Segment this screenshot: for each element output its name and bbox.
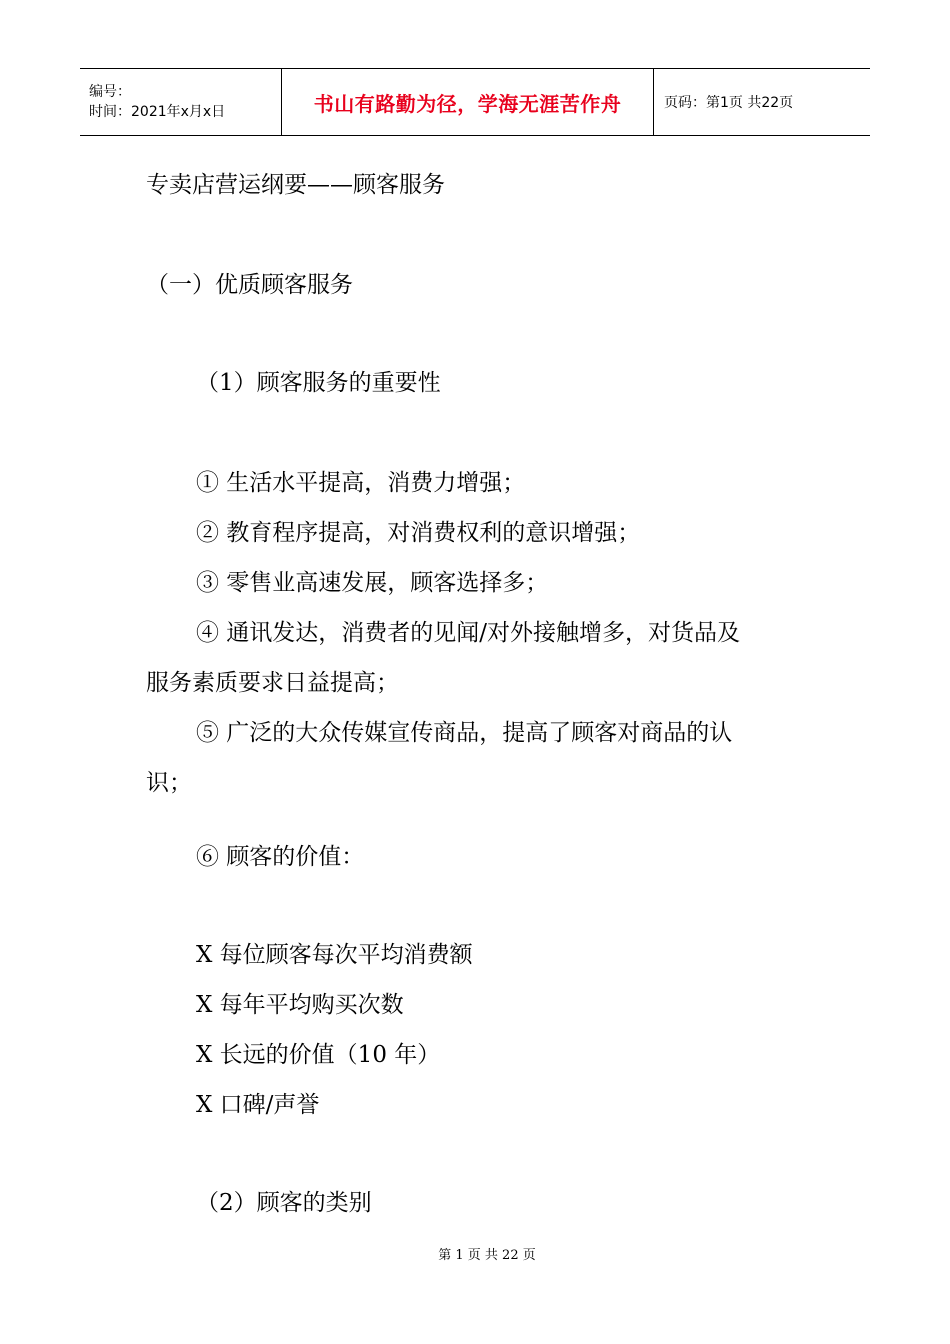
date-label: 时间：2021年x月x日 [89, 104, 226, 120]
number-label: 编号： [89, 84, 131, 100]
subsection-heading-1: （1）顾客服务的重要性 [196, 370, 441, 396]
list-item-5-line-1: ⑤ 广泛的大众传媒宣传商品，提高了顾客对商品的认 [196, 720, 733, 746]
list-item-6: ⑥ 顾客的价值： [196, 844, 365, 870]
list-item-1: ① 生活水平提高，消费力增强； [196, 470, 526, 496]
section-heading-1: （一）优质顾客服务 [146, 272, 353, 298]
footer-page-number: 第 1 页 共 22 页 [438, 1248, 536, 1263]
header-motto-cell [282, 69, 654, 135]
list-item-5-line-2: 识； [146, 770, 192, 796]
page-header [80, 68, 870, 136]
subsection-heading-2: （2）顾客的类别 [196, 1190, 372, 1216]
header-motto: 书山有路勤为径，学海无涯苦作舟 [313, 91, 622, 116]
list-item-4-line-1: ④ 通讯发达，消费者的见闻/对外接触增多，对货品及 [196, 620, 741, 646]
document-title: 专卖店营运纲要——顾客服务 [146, 172, 445, 198]
list-item-3: ③ 零售业高速发展，顾客选择多； [196, 570, 549, 596]
value-item-3: X 长远的价值（10 年） [196, 1042, 441, 1068]
page-footer [0, 1244, 950, 1263]
list-item-2: ② 教育程序提高，对消费权利的意识增强； [196, 520, 641, 546]
value-item-4: X 口碑/声誉 [196, 1092, 320, 1118]
page-info-text: 页码：第1页 共22页 [664, 95, 794, 111]
header-meta [80, 69, 282, 135]
value-item-2: X 每年平均购买次数 [196, 992, 404, 1018]
header-page-info [654, 69, 870, 135]
value-item-1: X 每位顾客每次平均消费额 [196, 942, 473, 968]
list-item-4-line-2: 服务素质要求日益提高； [146, 670, 399, 696]
